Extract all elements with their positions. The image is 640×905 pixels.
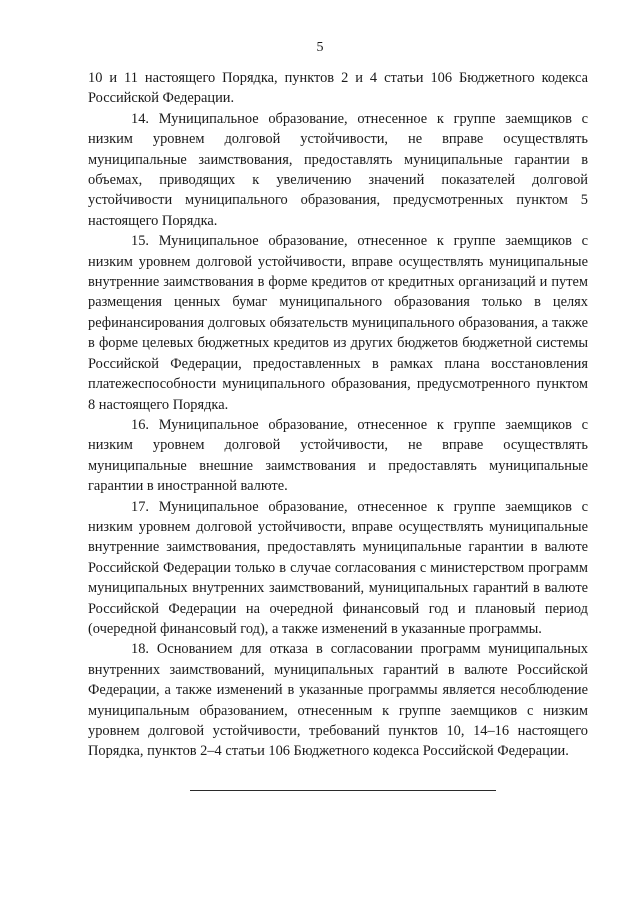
- paragraph-item-17: 17. Муниципальное образование, отнесенное к группе заемщиков с низким уровнем долговой устойчивости, вправе осуществлять муниципальные внутренние заимствования, предоставлять муниципальные гарантии в валюте Российской Федерации только в случае согласования с министерством программ муниципальных внутренних заимствований, муниципальных гарантий в валюте Российской Федерации на очередной финансовый год и плановый период (очередной финансовый год), а также изменений в указанные программы.: [88, 498, 588, 637]
- paragraph-item-18: 18. Основанием для отказа в согласовании программ муниципальных внутренних заимствований, муниципальных гарантий в валюте Российской Федерации, а также изменений в указанные программы является несоблюдение муниципальным образованием, отнесенным к группе заемщиков с низким уровнем долговой устойчивости, требований пунктов 10, 14–16 настоящего Порядка, пунктов 2–4 статьи 106 Бюджетного кодекса Российской Федерации.: [88, 641, 588, 760]
- document-body: [88, 68, 588, 762]
- paragraph-item-14: 14. Муниципальное образование, отнесенное к группе заемщиков с низким уровнем долговой устойчивости, не вправе осуществлять муниципальные заимствования, предоставлять муниципальные гарантии в объемах, приводящих к увеличению значений показателей долговой устойчивости муниципального образования, предусмотренных пунктом 5 настоящего Порядка.: [88, 110, 588, 229]
- paragraph-item-15: 15. Муниципальное образование, отнесенное к группе заемщиков с низким уровнем долговой устойчивости, вправе осуществлять муниципальные внутренние заимствования в форме кредитов от кредитных организаций и путем размещения ценных бумаг муниципального образования только в целях рефинансирования долговых обязательств муниципального образования, а также в форме целевых бюджетных кредитов из других бюджетов бюджетной системы Российской Федерации, предоставленных в рамках плана восстановления платежеспособности муниципального образования, предусмотренного пунктом 8 настоящего Порядка.: [88, 233, 588, 413]
- page-number: 5: [316, 40, 324, 55]
- end-divider-line: [190, 790, 496, 791]
- paragraph-item-16: 16. Муниципальное образование, отнесенное к группе заемщиков с низким уровнем долговой устойчивости, не вправе осуществлять муниципальные внешние заимствования и предоставлять муниципальные гарантии в иностранной валюте.: [88, 416, 588, 495]
- paragraph-continuation: 10 и 11 настоящего Порядка, пунктов 2 и 4 статьи 106 Бюджетного кодекса Российской Федерации.: [88, 70, 588, 107]
